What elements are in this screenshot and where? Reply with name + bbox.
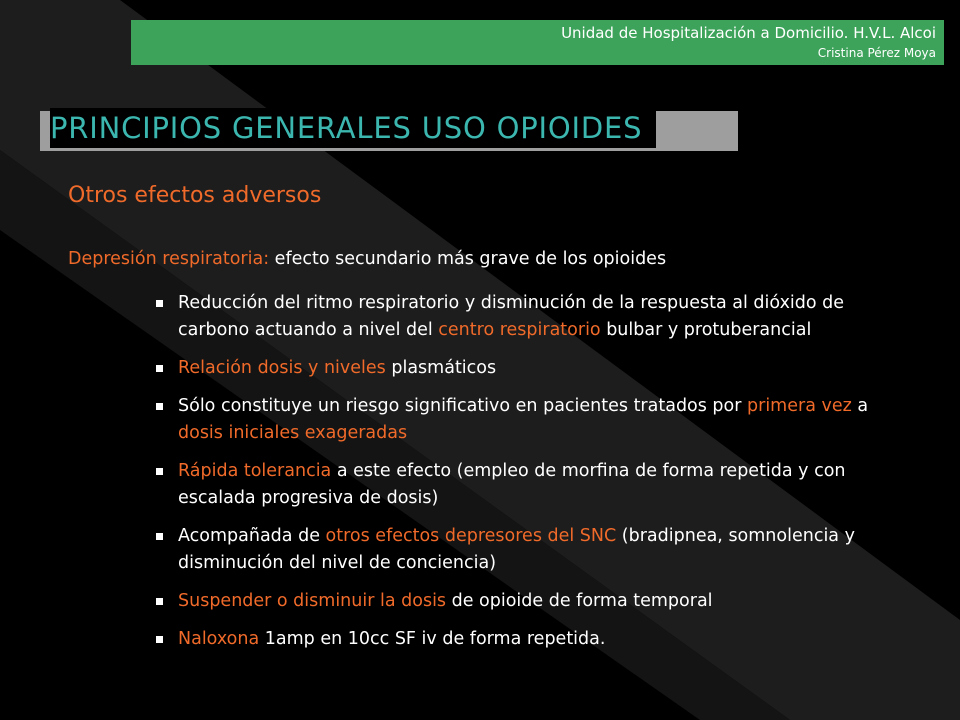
bullet-highlight-text: Suspender o disminuir la dosis (178, 591, 447, 611)
bullet-item (156, 458, 896, 512)
bullet-item (156, 523, 896, 577)
header-banner (131, 20, 944, 65)
lead-sentence (68, 249, 666, 269)
lead-text: efecto secundario más grave de los opioides (269, 249, 667, 269)
square-bullet-icon (156, 365, 163, 372)
bullet-item (156, 290, 896, 344)
bullet-text: 1amp en 10cc SF iv de forma repetida. (259, 629, 606, 649)
bullet-text: de opioide de forma temporal (446, 591, 713, 611)
square-bullet-icon (156, 636, 163, 643)
bullet-highlight-text: Rápida tolerancia (178, 461, 332, 481)
bullet-text: Sólo constituye un riesgo significativo en pacientes tratados por (178, 396, 748, 416)
section-subtitle: Otros efectos adversos (68, 183, 322, 208)
bullet-item (156, 393, 896, 447)
bullet-highlight-text: primera vez (747, 396, 852, 416)
bullet-list (156, 290, 896, 664)
bullet-text: a este efecto (empleo de morfina de forma repetida y con escalada progresiva de dosis) (178, 461, 846, 508)
bullet-text: a (851, 396, 869, 416)
square-bullet-icon (156, 468, 163, 475)
bullet-item (156, 355, 896, 382)
square-bullet-icon (156, 598, 163, 605)
header-institution: Unidad de Hospitalización a Domicilio. H.V.L. Alcoi (561, 24, 936, 42)
bullet-item (156, 588, 896, 615)
bullet-item (156, 626, 896, 653)
bullet-highlight-text: Relación dosis y niveles (178, 358, 386, 378)
lead-highlight: Depresión respiratoria: (68, 249, 270, 269)
bullet-text: Acompañada de (178, 526, 326, 546)
bullet-text: (bradipnea, somnolencia y disminución del nivel de conciencia) (178, 526, 855, 573)
bullet-highlight-text: Naloxona (178, 629, 260, 649)
square-bullet-icon (156, 533, 163, 540)
bullet-text: bulbar y protuberancial (600, 320, 812, 340)
bullet-highlight-text: centro respiratorio (438, 320, 601, 340)
bullet-text: Reducción del ritmo respiratorio y disminución de la respuesta al dióxido de carbono actuando a nivel del (178, 293, 845, 340)
bullet-highlight-text: dosis iniciales exageradas (178, 423, 408, 443)
bullet-text: plasmáticos (385, 358, 497, 378)
square-bullet-icon (156, 403, 163, 410)
square-bullet-icon (156, 300, 163, 307)
header-author: Cristina Pérez Moya (817, 46, 936, 60)
page-title: PRINCIPIOS GENERALES USO OPIOIDES (50, 108, 656, 148)
bullet-highlight-text: otros efectos depresores del SNC (325, 526, 617, 546)
